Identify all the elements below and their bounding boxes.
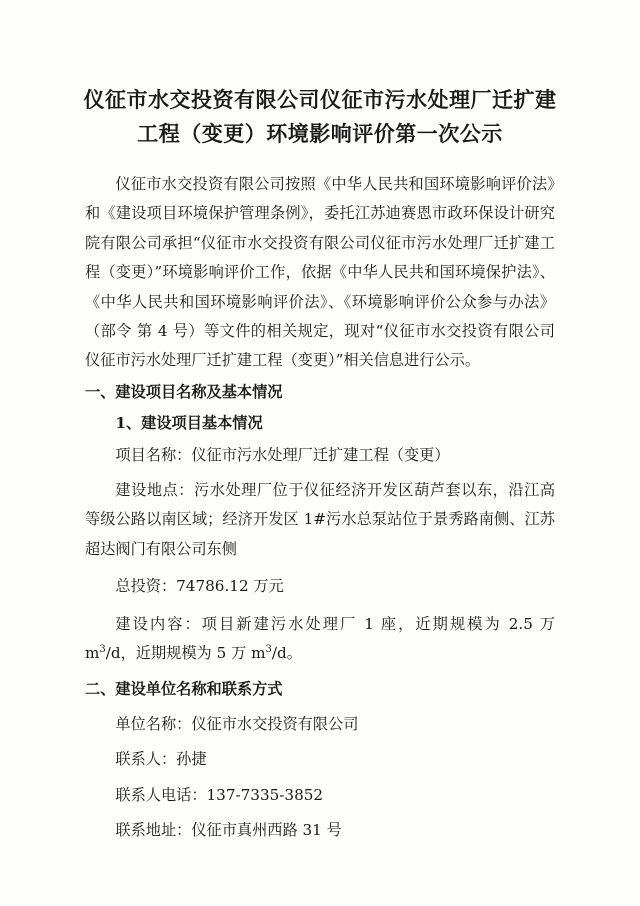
address-row [85,816,555,845]
address-value: 仪征市真州西路 31 号 [191,821,342,840]
project-name-value: 仪征市污水处理厂迁扩建工程（变更） [191,445,450,464]
content-value-part3: /d。 [271,644,302,663]
intro-paragraph: 仪征市水交投资有限公司按照《中华人民共和国环境影响评价法》和《建设项目环境保护管理条例》，委托江苏迪赛恩市政环保设计研究院有限公司承担“仪征市水交投资有限公司仪征市污水处理厂迁扩建工程（变更）”环境影响评价工作，依据《中华人民共和国环境保护法》、《中华人民共和国环境影响评价法》、《环境影响评价公众参与办法》（部令 第 4 号）等文件的相关规定，现对“仪征市水交投资有限公司仪征市污水处理厂迁扩建工程（变更）”相关信息进行公示。 [85,175,555,370]
investment-row [85,572,555,601]
section2-heading: 二、建设单位名称和联系方式 [85,679,283,698]
investment-label: 总投资： [115,577,177,596]
content-unit-superscript-2: 3 [265,644,272,656]
unit-label: 单位名称： [115,714,192,733]
location-label: 建设地点： [115,481,194,500]
section1-heading: 一、建设项目名称及基本情况 [85,382,283,401]
project-name-label: 项目名称： [115,445,192,464]
document-title-line1: 仪征市水交投资有限公司仪征市污水处理厂迁扩建 [83,87,557,112]
contact-value: 孙捷 [176,750,207,769]
content-label: 建设内容： [115,614,202,633]
phone-value: 137-7335-3852 [206,785,324,804]
location-row [85,476,555,564]
unit-value: 仪征市水交投资有限公司 [191,714,359,733]
address-label: 联系地址： [115,821,192,840]
contact-label: 联系人： [115,750,177,769]
contact-row [85,745,555,774]
phone-row [85,781,555,810]
content-unit-superscript: 3 [99,644,106,656]
phone-label: 联系人电话： [115,785,207,804]
investment-value: 74786.12 万元 [176,577,284,596]
location-value: 污水处理厂位于仪征经济开发区葫芦套以东，沿江高等级公路以南区域；经济开发区 1#污水总泵站位于景秀路南侧、江苏超达阀门有限公司东侧 [85,481,556,558]
unit-row [85,710,555,739]
document-body [85,170,555,846]
document-title-line2: 工程（变更）环境影响评价第一次公示 [137,121,503,146]
content-row [85,610,555,669]
content-value-part2: /d，近期规模为 5 万 m [105,644,266,663]
section1-subheading: 1、建设项目基本情况 [115,414,263,433]
content-value-part1: 项目新建污水处理厂 1 座，近期规模为 2.5 万 m [85,614,555,663]
project-name-row [85,441,555,470]
